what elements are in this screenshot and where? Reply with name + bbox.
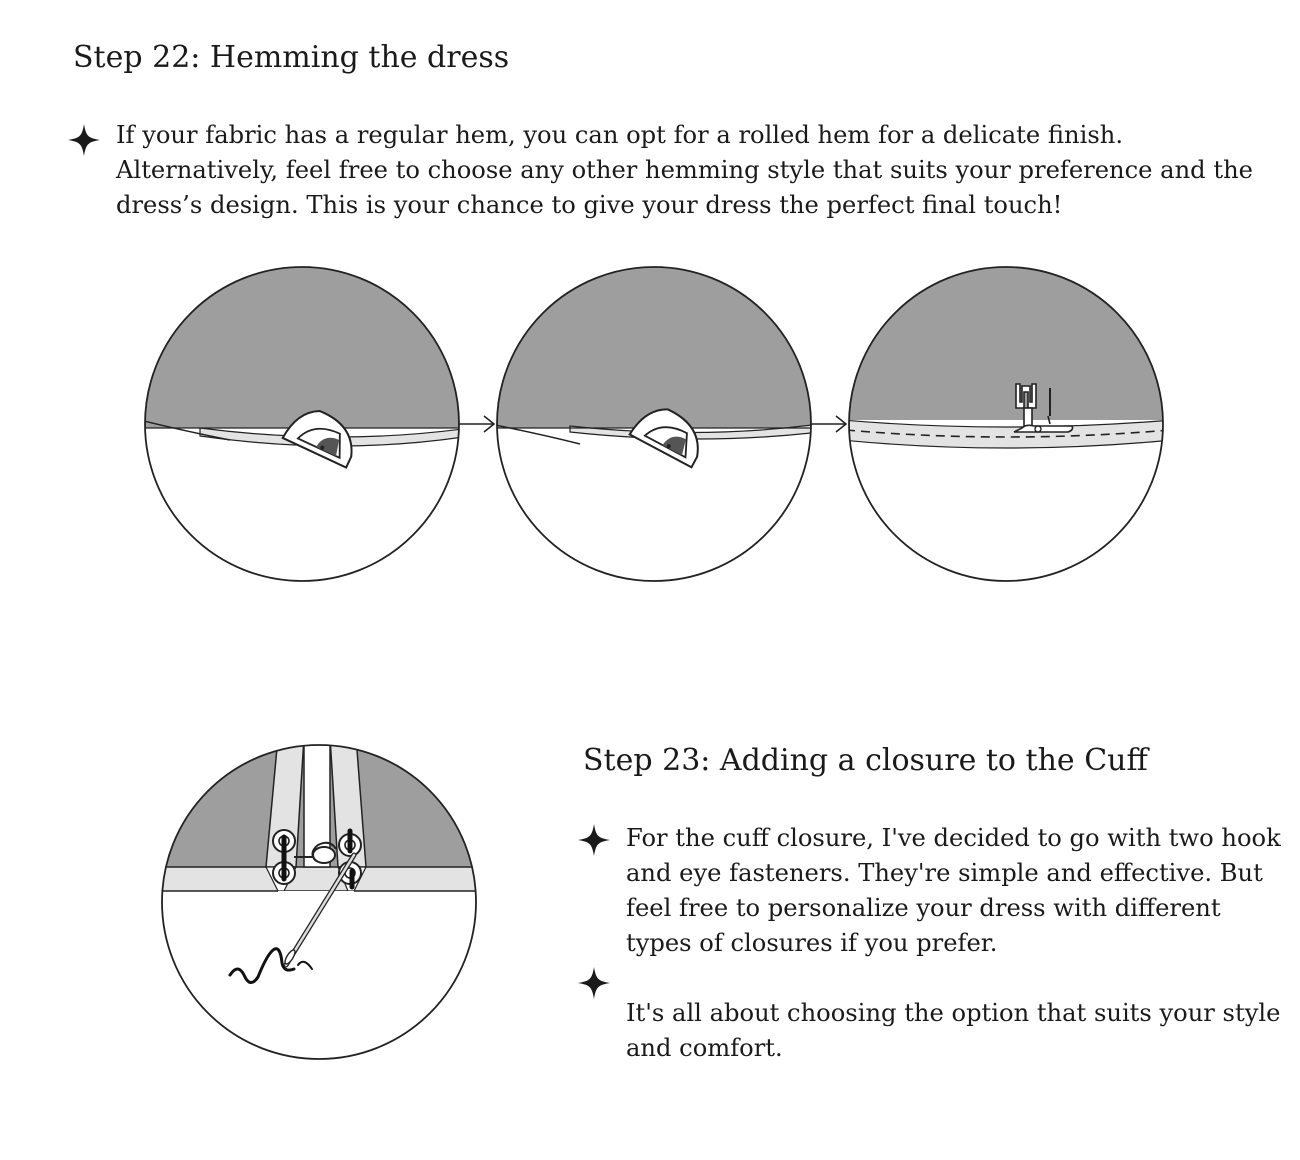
cuff-closure-illustration: [154, 737, 484, 1067]
step-23-instruction-2: It's all about choosing the option that suits your style and comfort.: [626, 999, 1281, 1062]
hem-step-fold-1: [140, 260, 470, 590]
step-22-instruction: If your fabric has a regular hem, you can opt for a rolled hem for a delicate finish. Alternatively, feel free to choose any other hemming style that suits your preference and the dress’s design. This is your chance to give your dress the perfect final touch!: [116, 121, 1253, 219]
hem-step-stitch: [842, 260, 1172, 590]
step-23-heading: Step 23: Adding a closure to the Cuff: [583, 743, 1148, 778]
hem-step-fold-2: [490, 260, 820, 590]
hemming-illustration: [140, 260, 1170, 590]
arrow-right-icon: [458, 416, 494, 432]
sparkle-bullet-icon: [577, 823, 611, 857]
arrow-right-icon: [810, 416, 846, 432]
step-23-instruction-1: For the cuff closure, I've decided to go with two hook and eye fasteners. They're simple and effective. But feel free to personalize your dress with different types of closures if you prefer.: [626, 824, 1281, 957]
step-22-heading: Step 22: Hemming the dress: [73, 40, 510, 75]
sparkle-bullet-icon: [67, 123, 101, 157]
sparkle-bullet-icon: [577, 966, 611, 1000]
